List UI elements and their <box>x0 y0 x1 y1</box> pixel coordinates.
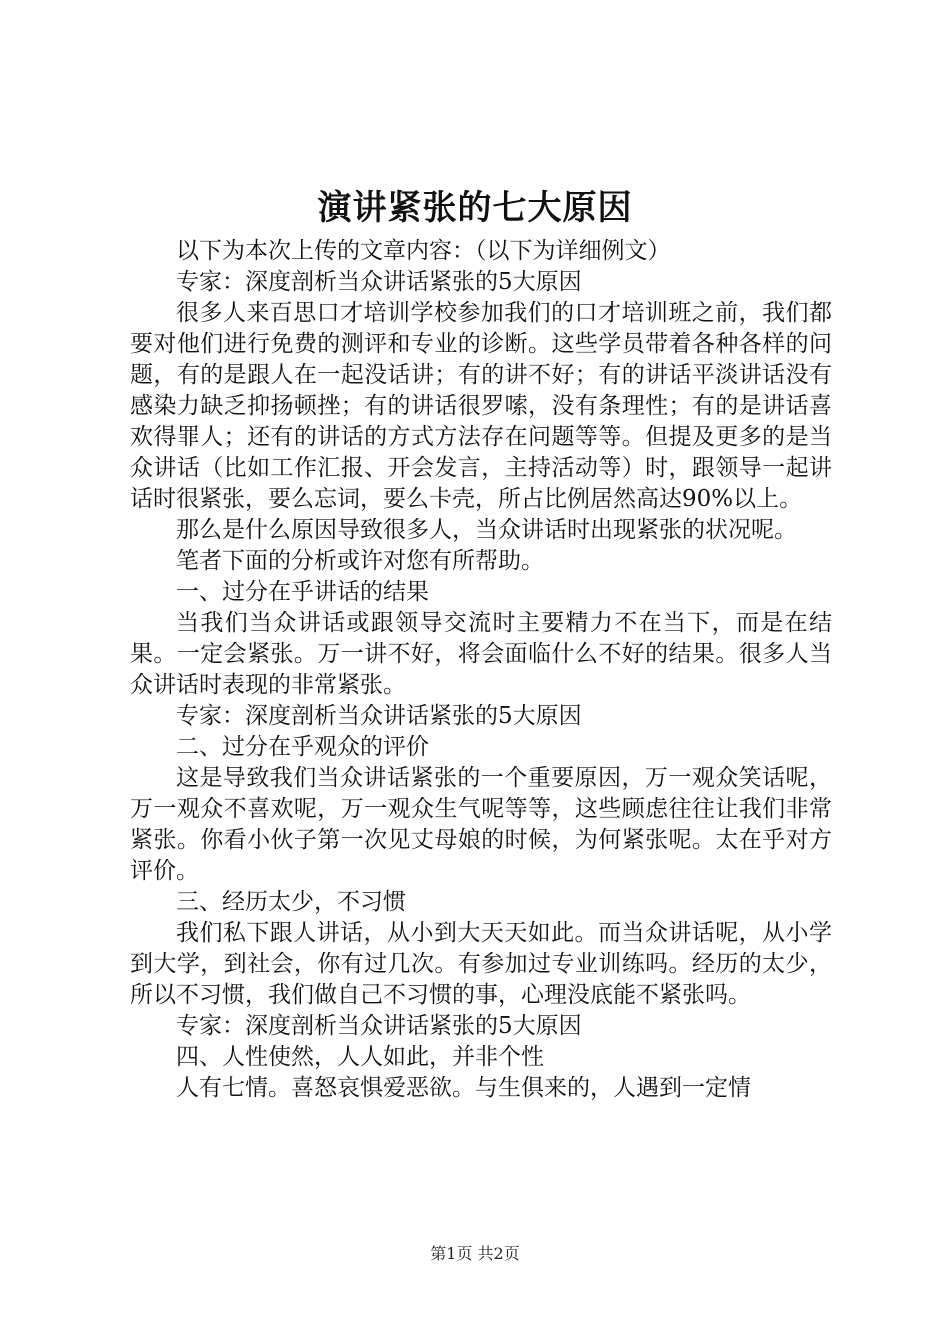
section-heading-1: 一、过分在乎讲话的结果 <box>176 579 429 605</box>
paragraph-body: 我们私下跟人讲话，从小到大天天如此。而当众讲话呢，从小学到大学，到社会，你有过几次。有参加过专业训练吗。经历的太少，所以不习惯，我们做自己不习惯的事，心理没底能不紧张吗。 <box>130 920 832 1008</box>
document-title: 演讲紧张的七大原因 <box>317 188 633 228</box>
paragraph-body: 当我们当众讲话或跟领导交流时主要精力不在当下，而是在结果。一定会紧张。万一讲不好，将会面临什么不好的结果。很多人当众讲话时表现的非常紧张。 <box>130 610 832 698</box>
paragraph-body: 人有七情。喜怒哀惧爱恶欲。与生俱来的，人遇到一定情 <box>176 1075 751 1101</box>
paragraph-body: 笔者下面的分析或许对您有所帮助。 <box>176 548 544 574</box>
paragraph-intro: 以下为本次上传的文章内容：（以下为详细例文） <box>176 238 671 264</box>
section-heading-3: 三、经历太少，不习惯 <box>176 889 406 915</box>
section-heading-4: 四、人性使然，人人如此，并非个性 <box>176 1044 544 1070</box>
paragraph-body: 很多人来百思口才培训学校参加我们的口才培训班之前，我们都要对他们进行免费的测评和专业的诊断。这些学员带着各种各样的问题，有的是跟人在一起没话讲；有的讲不好；有的讲话平淡讲话没有感染力缺乏抑扬顿挫；有的讲话很罗嗦，没有条理性；有的是讲话喜欢得罪人；还有的讲话的方式方法存在问题等等。但提及更多的是当众讲话（比如工作汇报、开会发言，主持活动等）时，跟领导一起讲话时很紧张，要么忘词，要么卡壳，所占比例居然高达90%以上。 <box>130 300 832 512</box>
section-heading-2: 二、过分在乎观众的评价 <box>176 734 429 760</box>
paragraph-body: 这是导致我们当众讲话紧张的一个重要原因，万一观众笑话呢，万一观众不喜欢呢，万一观众生气呢等等，这些顾虑往往让我们非常紧张。你看小伙子第一次见丈母娘的时候，为何紧张呢。太在乎对方评价。 <box>130 765 832 884</box>
paragraph-heading-expert: 专家：深度剖析当众讲话紧张的5大原因 <box>176 703 582 729</box>
paragraph-body: 那么是什么原因导致很多人，当众讲话时出现紧张的状况呢。 <box>176 517 797 543</box>
document-body <box>130 236 832 1104</box>
paragraph-heading-expert: 专家：深度剖析当众讲话紧张的5大原因 <box>176 1013 582 1039</box>
page-footer: 第1页 共2页 <box>430 1244 520 1263</box>
paragraph-heading-expert: 专家：深度剖析当众讲话紧张的5大原因 <box>176 269 582 295</box>
